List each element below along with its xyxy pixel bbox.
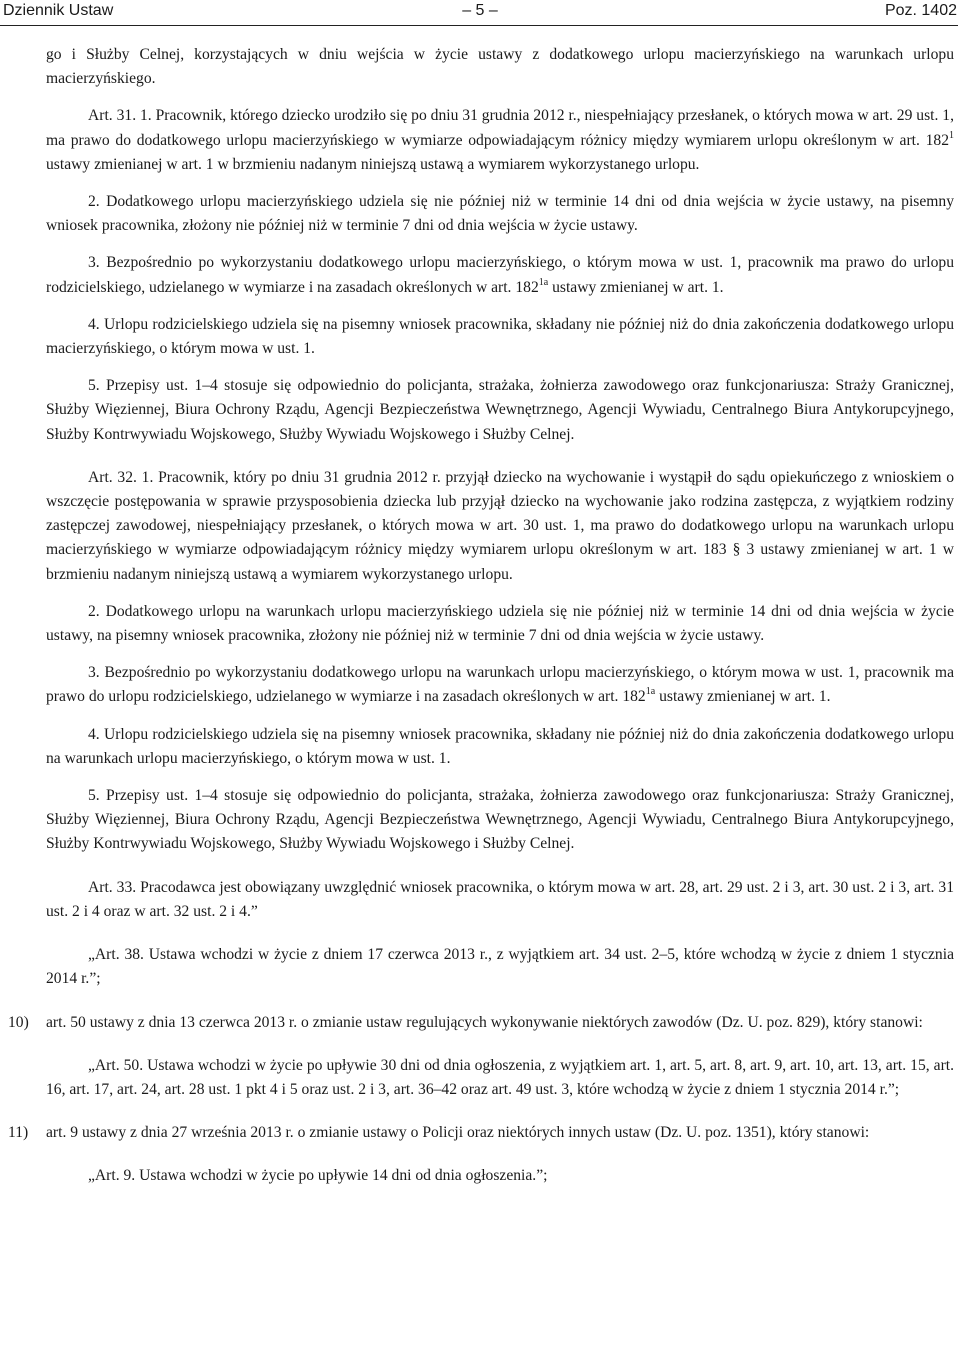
list-item-11-number: 11) [8,1124,29,1142]
art32-ust5: 5. Przepisy ust. 1–4 stosuje się odpowiednio do policjanta, strażaka, żołnierza zawodowego oraz funkcjonariusza: Straży Granicznej, Służby Więziennej, Biura Ochrony Rządu, Agencji Bezpieczeństwa Wewnętrznego, Agencji Wywiadu, Centralnego Biura Antykorupcyjnego, Służby Kontrwywiadu Wojskowego, Służby Wywiadu Wojskowego i Służby Celnej. [46,787,954,853]
list-item-11 [8,1121,954,1188]
art31-ust5: 5. Przepisy ust. 1–4 stosuje się odpowiednio do policjanta, strażaka, żołnierza zawodowego oraz funkcjonariusza: Straży Granicznej, Służby Więziennej, Biura Ochrony Rządu, Agencji Bezpieczeństwa Wewnętrznego, Agencji Wywiadu, Centralnego Biura Antykorupcyjnego, Służby Kontrwywiadu Wojskowego, Służby Wywiadu Wojskowego i Służby Celnej. [46,377,954,443]
art31-ust1-text-b: ustawy zmienianej w art. 1 w brzmieniu nadanym niniejszą ustawą a wymiarem wykorzystanego urlopu. [46,155,700,173]
art32-ust3 [46,661,954,709]
list-item-11-text: art. 9 ustawy z dnia 27 września 2013 r. o zmianie ustawy o Policji oraz niektórych innych ustaw (Dz. U. poz. 1351), który stanowi: [46,1124,870,1142]
art31-ust3-text-b: ustawy zmienianej w art. 1. [548,278,724,296]
art31-ust3 [46,251,954,299]
art32-ust3-sup: 1a [645,686,656,698]
art31-ust1 [46,104,954,177]
art31-ust3-sup: 1a [538,276,549,288]
art32-ust4: 4. Urlopu rodzicielskiego udziela się na pisemny wniosek pracownika, składany nie później niż do dnia zakończenia dodatkowego urlopu na warunkach urlopu macierzyńskiego, o którym mowa w ust. 1. [46,725,954,767]
art33: Art. 33. Pracodawca jest obowiązany uwzględnić wniosek pracownika, o którym mowa w art. 28, art. 29 ust. 2 i 3, art. 30 ust. 2 i 3, art. 31 ust. 2 i 4 oraz w art. 32 ust. 2 i 4.” [46,878,954,920]
art38-quote: „Art. 38. Ustawa wchodzi w życie z dniem 17 czerwca 2013 r., z wyjątkiem art. 34 ust. 2–5, które wchodzą w życie z dniem 1 stycznia 2014 r.”; [46,946,954,988]
art31-ust2: 2. Dodatkowego urlopu macierzyńskiego udziela się nie później niż w terminie 14 dni od dnia wejścia w życie ustawy, na pisemny wniosek pracownika, złożony nie później niż w terminie 7 dni od dnia wejścia w życie ustawy. [46,193,954,235]
art31-ust1-sup: 1 [949,129,954,141]
art31-intro: go i Służby Celnej, korzystających w dniu wejścia w życie ustawy z dodatkowego urlopu macierzyńskiego na warunkach urlopu macierzyńskiego. [46,46,954,88]
journal-title: Dziennik Ustaw [3,2,114,19]
art32-ust2: 2. Dodatkowego urlopu na warunkach urlopu macierzyńskiego udziela się nie później niż w terminie 14 dni od dnia wejścia w życie ustawy, na pisemny wniosek pracownika, złożony nie później niż w terminie 7 dni od dnia wejścia w życie ustawy. [46,602,954,645]
art31-ust3-text-a: 3. Bezpośrednio po wykorzystaniu dodatkowego urlopu macierzyńskiego, o którym mowa w ust. 1, pracownik ma prawo do urlopu rodzicielskiego, udzielanego w wymiarze i na zasadach określonych w art. 182 [46,254,954,296]
art32-ust1: Art. 32. 1. Pracownik, który po dniu 31 grudnia 2012 r. przyjął dziecko na wychowanie i wystąpił do sądu opiekuńczego z wnioskiem o wszczęcie postępowania w sprawie przysposobienia dziecka lub przyjął dziecko na wychowanie jako rodzina zastępcza, z wyjątkiem rodziny zastępczej zawodowej, niespełniający przesłanek, o których mowa w art. 30 ust. 1, ma prawo do dodatkowego urlopu na warunkach urlopu macierzyńskiego w wymiarze odpowiadającym różnicy między wymiarem urlopu określonym w art. 183 § 3 ustawy zmienianej w art. 1 w brzmieniu nadanym niniejszą ustawą a wymiarem wykorzystanego urlopu. [46,468,954,583]
list-item-10-number: 10) [8,1013,29,1031]
page-header [3,0,957,24]
list-item-10-text: art. 50 ustawy z dnia 13 czerwca 2013 r. o zmianie ustaw regulujących wykonywanie niektórych zawodów (Dz. U. poz. 829), który stanowi: [46,1013,923,1031]
page-number: – 5 – [462,2,498,19]
position-number: Poz. 1402 [884,2,957,19]
list-item-10 [8,1011,954,1103]
header-rule [0,25,958,26]
art31-ust1-text-a: Art. 31. 1. Pracownik, którego dziecko urodziło się po dniu 31 grudnia 2012 r., niespełniający przesłanek, o których mowa w art. 29 ust. 1, ma prawo do dodatkowego urlopu macierzyńskiego w wymiarze odpowiadającym różnicy między wymiarem urlopu określonym w art. 182 [46,107,954,149]
art50-quote: „Art. 50. Ustawa wchodzi w życie po upływie 30 dni od dnia ogłoszenia, z wyjątkiem art. 1, art. 5, art. 8, art. 9, art. 10, art. 13, art. 15, art. 16, art. 17, art. 24, art. 28 ust. 1 pkt 4 i 5 oraz ust. 2 i 3, art. 36–42 oraz art. 49 ust. 3, które wchodzą w życie z dniem 1 stycznia 2014 r.”; [46,1056,954,1098]
document-body [8,43,954,1189]
art32-ust3-text-b: ustawy zmienianej w art. 1. [655,688,831,706]
art32-ust3-text-a: 3. Bezpośrednio po wykorzystaniu dodatkowego urlopu na warunkach urlopu macierzyńskiego, o którym mowa w ust. 1, pracownik ma prawo do urlopu rodzicielskiego, udzielanego w wymiarze i na zasadach określonych w art. 182 [46,664,954,706]
art9-quote: „Art. 9. Ustawa wchodzi w życie po upływie 14 dni od dnia ogłoszenia.”; [88,1167,548,1185]
art31-ust4: 4. Urlopu rodzicielskiego udziela się na pisemny wniosek pracownika, składany nie później niż do dnia zakończenia dodatkowego urlopu macierzyńskiego, o którym mowa w ust. 1. [46,315,954,358]
